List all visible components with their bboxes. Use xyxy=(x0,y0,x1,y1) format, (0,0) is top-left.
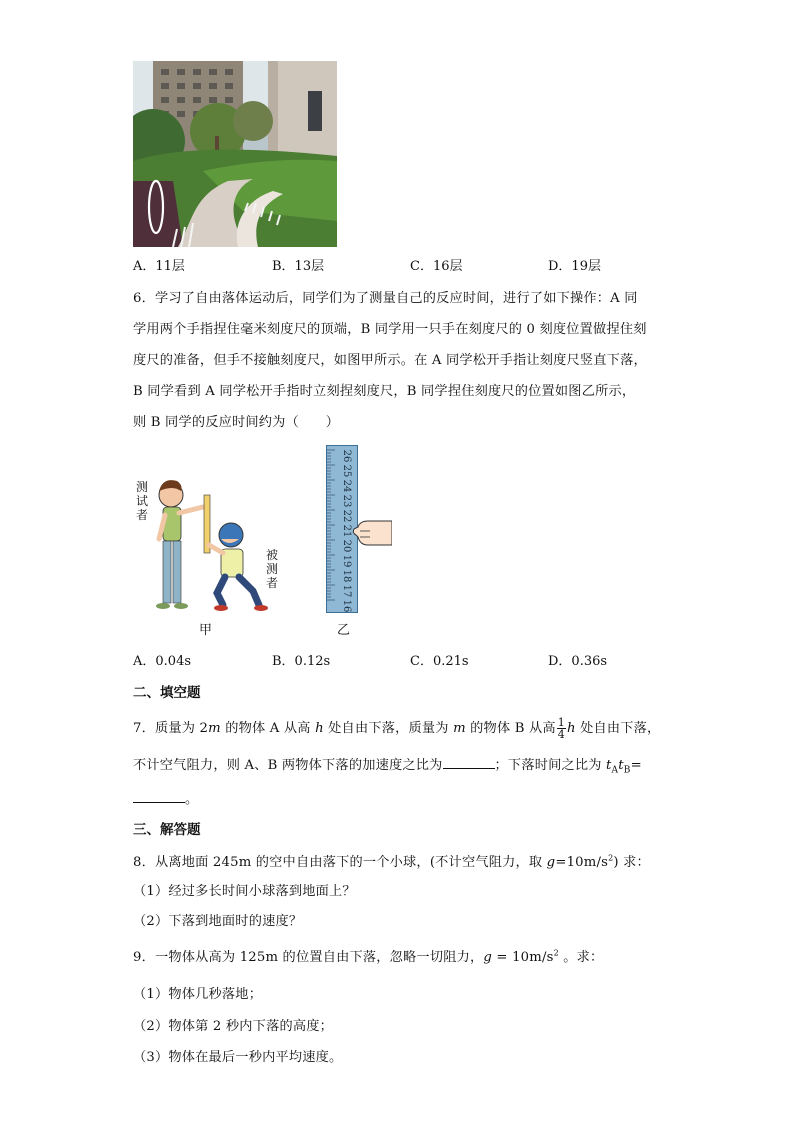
q5-option-c[interactable]: C．16层 xyxy=(410,259,463,274)
ruler-number: 17 xyxy=(341,584,352,598)
q9-sub-1: （1）物体几秒落地； xyxy=(133,987,263,1002)
ruler-number: 25 xyxy=(341,464,352,478)
q5-option-a[interactable]: A．11层 xyxy=(133,259,185,274)
q7-blank-1[interactable] xyxy=(443,757,495,769)
ruler-number: 26 xyxy=(341,449,352,463)
q6-option-d[interactable]: D．0.36s xyxy=(548,654,608,669)
ruler-number: 21 xyxy=(341,524,352,538)
q8-sub-2: （2）下落到地面时的速度？ xyxy=(133,914,303,929)
q6-line-2: 学用两个手指捏住毫米刻度尺的顶端，B 同学用一只手在刻度尺的 0 刻度位置做捏住刻 xyxy=(133,322,647,337)
q5-option-d[interactable]: D．19层 xyxy=(548,259,601,274)
q6-line-4: B 同学看到 A 同学松开手指时立刻捏刻度尺，B 同学捏住刻度尺的位置如图乙所示， xyxy=(133,384,636,399)
figure-a-caption: 甲 xyxy=(199,623,213,638)
figure-a-reaction-test xyxy=(133,465,293,625)
hand-icon xyxy=(352,515,392,551)
q7-line-2: 不计空气阻力，则 A、B 两物体下落的加速度之比为 ；下落时间之比为 $t_At_B=$ xyxy=(133,758,642,776)
ruler-number: 20 xyxy=(341,539,352,553)
q6-option-c[interactable]: C．0.21s xyxy=(410,654,469,669)
q6-line-5: 则 B 同学的反应时间约为（ ） xyxy=(133,415,340,430)
q7-blank-2[interactable] xyxy=(133,791,185,803)
ruler-number: 23 xyxy=(341,494,352,508)
fraction-one-quarter: $\frac{1}{4}$ xyxy=(557,716,565,741)
q6-option-b[interactable]: B．0.12s xyxy=(272,654,331,669)
q6-line-1: 6．学习了自由落体运动后，同学们为了测量自己的反应时间，进行了如下操作：A 同 xyxy=(133,291,638,306)
figure-b-caption: 乙 xyxy=(337,623,351,638)
q6-option-a[interactable]: A．0.04s xyxy=(133,654,192,669)
ruler-number: 18 xyxy=(341,569,352,583)
q8-line-1: 8．从离地面 245m 的空中自由落下的一个小球，(不计空气阻力，取 $g=10m/s^2$) 求： xyxy=(133,853,650,870)
q5-option-b[interactable]: B．13层 xyxy=(272,259,325,274)
q7-line-3: 。 xyxy=(133,788,198,807)
ruler-number: 24 xyxy=(341,479,352,493)
q7-line-1: 7．质量为 2m 的物体 A 从高 h 处自由下落，质量为 m 的物体 B 从高 $\frac{1}{4}$ h 处自由下落， xyxy=(133,716,661,741)
q6-line-3: 度尺的准备，但手不接触刻度尺，如图甲所示。在 A 同学松开手指让刻度尺竖直下落， xyxy=(133,353,647,368)
tester-label: 测试者 xyxy=(136,480,149,522)
q9-line-1: 9．一物体从高为 125m 的位置自由下落，忽略一切阻力，$g = 10m/s^2$ 。求： xyxy=(133,948,604,965)
q8-sub-1: （1）经过多长时间小球落到地面上？ xyxy=(133,884,356,899)
ruler-number: 19 xyxy=(341,554,352,568)
garden-path-photo xyxy=(133,61,337,247)
q9-sub-3: （3）物体在最后一秒内平均速度。 xyxy=(133,1050,343,1065)
tested-label: 被测者 xyxy=(266,548,279,590)
section-answer-title: 三、解答题 xyxy=(133,822,201,838)
q9-sub-2: （2）物体第 2 秒内下落的高度； xyxy=(133,1019,334,1034)
section-fill-blank-title: 二、填空题 xyxy=(133,685,201,701)
ruler-number: 16 xyxy=(341,599,352,613)
ruler-number: 22 xyxy=(341,509,352,523)
